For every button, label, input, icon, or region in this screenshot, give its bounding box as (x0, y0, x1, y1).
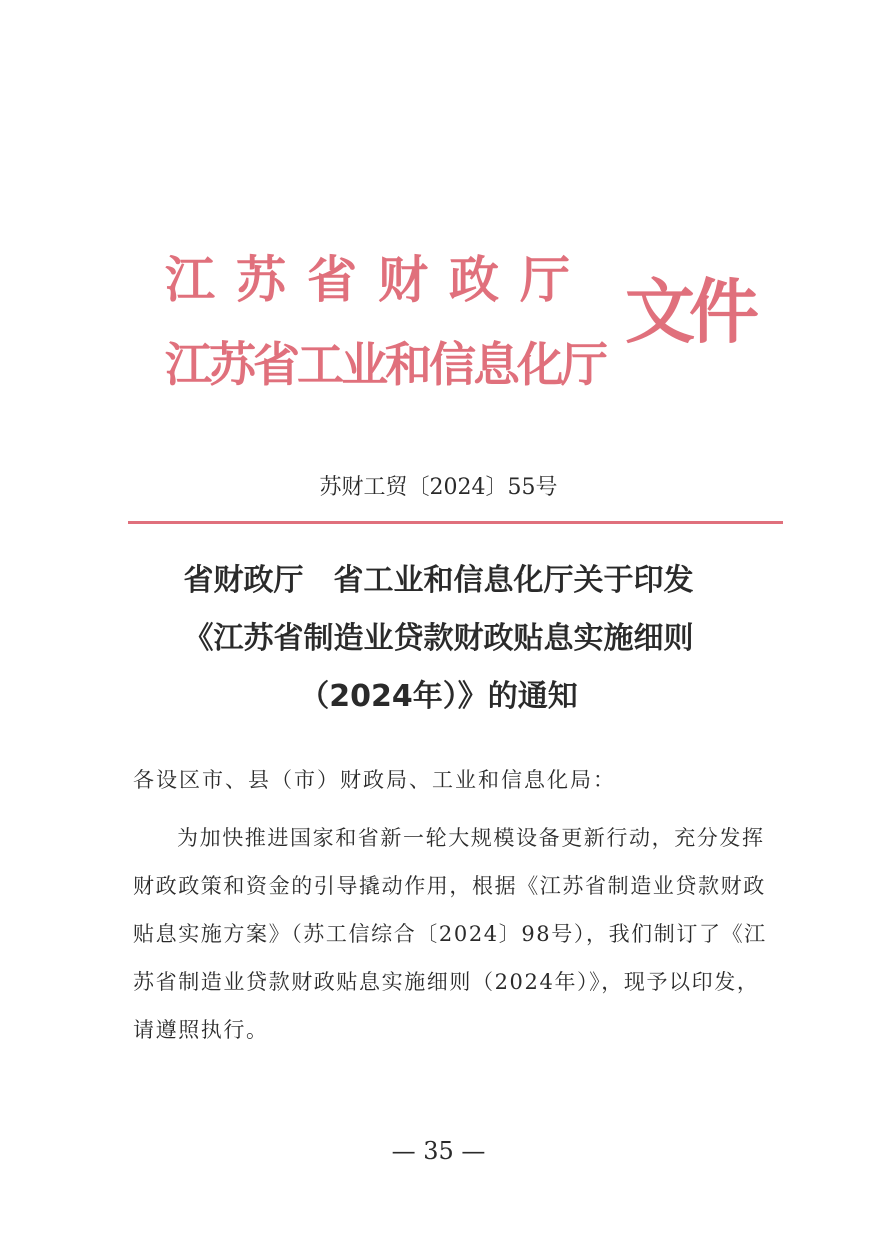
body-line-5: 请遵照执行。 (133, 1018, 269, 1042)
title-line-2: 《江苏省制造业贷款财政贴息实施细则 (183, 621, 694, 656)
issuer-finance-department: 江苏省财政厅 (165, 250, 591, 309)
red-divider-line (128, 521, 783, 524)
body-line-2: 财政政策和资金的引导撬动作用，根据《江苏省制造业贷款财政 (133, 874, 766, 898)
body-line-4: 苏省制造业贷款财政贴息实施细则（2024年）》，现予以印发， (133, 970, 760, 994)
page-number: — 35 — (391, 1137, 486, 1165)
title-line-3: （2024年）》的通知 (299, 679, 578, 714)
issuer-industry-it-department: 江苏省工业和信息化厅 (165, 338, 605, 393)
body-paragraph (133, 814, 783, 1054)
issuer-document-label: 文件 (625, 270, 753, 353)
title-line-1: 省财政厅 省工业和信息化厅关于印发 (183, 563, 694, 598)
body-line-3: 贴息实施方案》（苏工信综合〔2024〕98号），我们制订了《江 (133, 922, 767, 946)
document-number: 苏财工贸〔2024〕55号 (319, 475, 558, 500)
document-issuer-header (155, 228, 775, 398)
document-title (0, 552, 877, 726)
body-line-1: 为加快推进国家和省新一轮大规模设备更新行动，充分发挥 (177, 826, 765, 850)
salutation: 各设区市、县（市）财政局、工业和信息化局： (133, 768, 616, 792)
